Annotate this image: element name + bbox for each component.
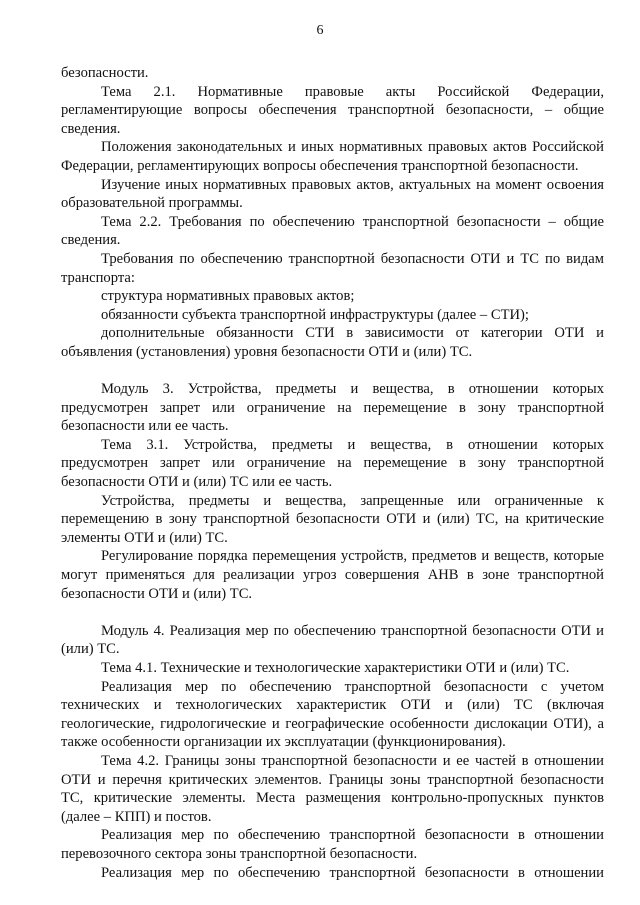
- paragraph: дополнительные обязанности СТИ в зависимости от категории ОТИ и объявления (установления) уровня безопасности ОТИ и (или) ТС.: [61, 325, 604, 360]
- page-number: 6: [316, 23, 324, 38]
- paragraph: Положения законодательных и иных нормативных правовых актов Российской Федерации, регламентирующих вопросы обеспечения транспортной безопасности.: [61, 139, 604, 174]
- paragraph: Регулирование порядка перемещения устройств, предметов и веществ, которые могут применяться для реализации угроз совершения АНВ в зоне транспортной безопасности ОТИ и (или) ТС.: [61, 548, 604, 602]
- paragraph: Модуль 4. Реализация мер по обеспечению транспортной безопасности ОТИ и (или) ТС.: [61, 622, 604, 658]
- paragraph-spacer: [61, 603, 604, 622]
- paragraph: обязанности субъекта транспортной инфраструктуры (далее – СТИ);: [101, 306, 529, 323]
- paragraph: безопасности.: [61, 65, 149, 81]
- document-body: [61, 64, 604, 882]
- paragraph: Тема 3.1. Устройства, предметы и вещества, в отношении которых предусмотрен запрет или ограничение на перемещение в зону транспортной безопасности ОТИ и (или) ТС или ее часть.: [61, 436, 604, 491]
- paragraph-spacer: [61, 362, 604, 381]
- paragraph: Тема 4.1. Технические и технологические характеристики ОТИ и (или) ТС.: [101, 660, 570, 676]
- paragraph: Тема 2.2. Требования по обеспечению транспортной безопасности – общие сведения.: [61, 213, 604, 249]
- paragraph: Устройства, предметы и вещества, запрещенные или ограниченные к перемещению в зону транспортной безопасности ОТИ и (или) ТС, на критические элементы ОТИ и (или) ТС.: [61, 492, 604, 546]
- paragraph: Модуль 3. Устройства, предметы и вещества, в отношении которых предусмотрен запрет или ограничение на перемещение в зону транспортной безопасности или ее часть.: [61, 381, 604, 435]
- paragraph: Реализация мер по обеспечению транспортной безопасности в отношении: [101, 864, 604, 881]
- paragraph: Тема 2.1. Нормативные правовые акты Российской Федерации, регламентирующие вопросы обеспечения транспортной безопасности, – общие сведения.: [61, 83, 604, 137]
- paragraph: Тема 4.2. Границы зоны транспортной безопасности и ее частей в отношении ОТИ и перечня критических элементов. Границы зоны транспортной безопасности ТС, критические элементы. Места размещения контрольно-пропускных пунктов (далее – КПП) и постов.: [61, 752, 604, 825]
- paragraph: структура нормативных правовых актов;: [101, 288, 355, 305]
- paragraph: Изучение иных нормативных правовых актов, актуальных на момент освоения образовательной программы.: [61, 176, 604, 212]
- paragraph: Реализация мер по обеспечению транспортной безопасности с учетом технических и технологических характеристик ОТИ и (или) ТС (включая геологические, гидрологические и географические особенности дислокации ОТИ), а также особенности организации их эксплуатации (функционирования).: [61, 678, 604, 751]
- paragraph: Реализация мер по обеспечению транспортной безопасности в отношении перевозочного сектора зоны транспортной безопасности.: [61, 827, 604, 862]
- paragraph: Требования по обеспечению транспортной безопасности ОТИ и ТС по видам транспорта:: [61, 250, 604, 286]
